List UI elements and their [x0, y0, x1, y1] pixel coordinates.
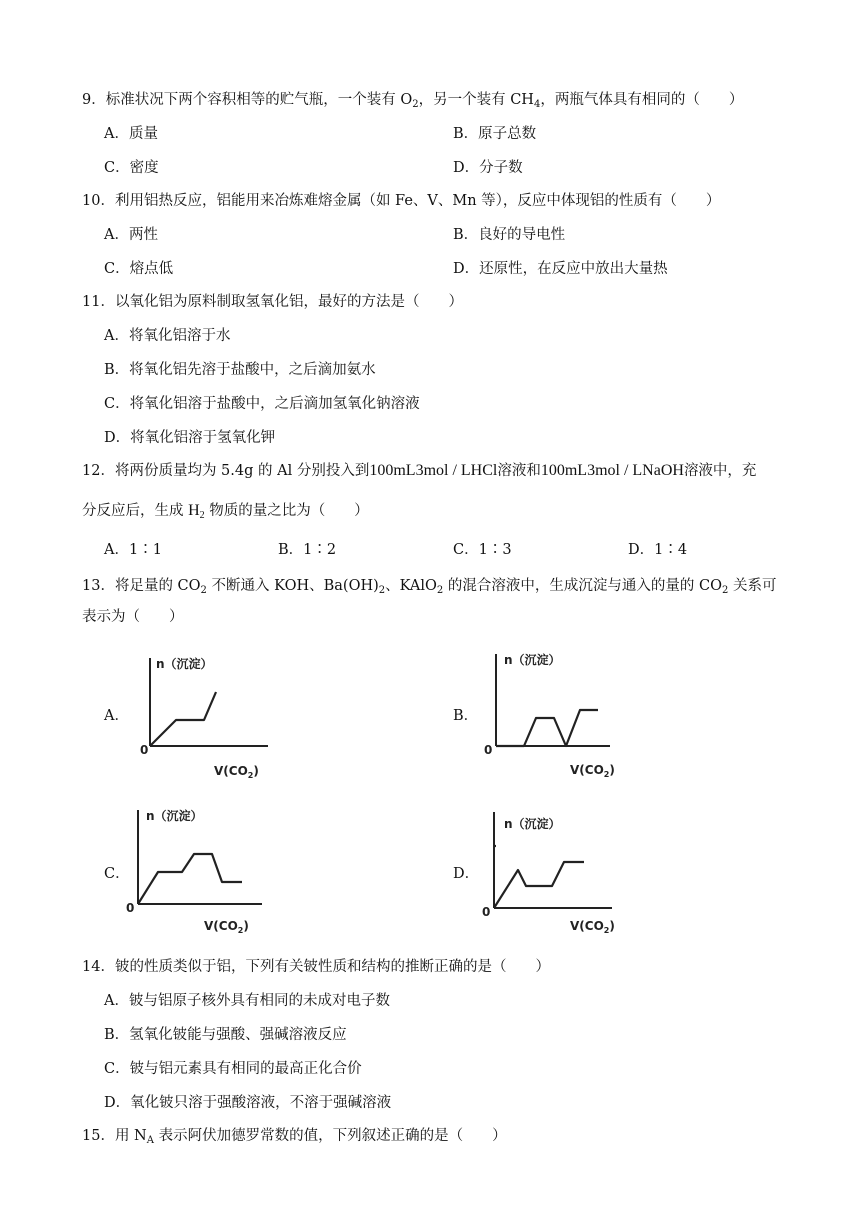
question-15-stem: 15．用 $N_A$ 表示阿伏加德罗常数的值，下列叙述正确的是（ ） [82, 1128, 507, 1146]
graph-d-x-label: $V(CO_2)$ [570, 919, 615, 935]
graph-a-y-label: n（沉淀） [156, 657, 213, 671]
graph-c-curve [138, 854, 242, 904]
graph-a-x-label: $V(CO_2)$ [214, 764, 259, 780]
q10-option-c: C．熔点低 [104, 261, 174, 277]
graph-b-origin: 0 [484, 743, 493, 757]
graph-c-label: C． [104, 866, 130, 882]
graph-a-curve [150, 692, 216, 746]
question-12-stem: 12．将两份质量均为 5.4g 的 Al 分别投入到100mL3mol / LHCl溶液和100mL3mol / LNaOH溶液中，充 [82, 462, 757, 479]
q11-option-d: D．将氧化铝溶于氢氧化钾 [104, 430, 276, 446]
q14-option-a: A．铍与铝原子核外具有相同的未成对电子数 [104, 993, 390, 1009]
graph-c-origin: 0 [126, 901, 135, 915]
q9-option-c: C．密度 [104, 160, 159, 176]
q11-option-c: C．将氧化铝溶于盐酸中，之后滴加氢氧化钠溶液 [104, 396, 420, 412]
graph-c-y-label: n（沉淀） [146, 809, 203, 823]
hcl-formula: 100mL3mol / LHCl [369, 462, 498, 479]
q11-option-a: A．将氧化铝溶于水 [104, 328, 231, 344]
graph-d [478, 808, 628, 938]
graph-b-y-label: n（沉淀） [504, 653, 561, 667]
q12-option-b: B．1∶2 [278, 542, 337, 558]
q9-option-a: A．质量 [104, 126, 158, 142]
q14-option-d: D．氧化铍只溶于强酸溶液，不溶于强碱溶液 [104, 1095, 392, 1111]
graph-c [124, 806, 274, 936]
naoh-formula: 100mL3mol / LNaOH [540, 462, 684, 479]
q10-option-b: B．良好的导电性 [453, 227, 566, 243]
graph-d-origin: 0 [482, 905, 491, 919]
graph-c-x-label: $V(CO_2)$ [204, 919, 249, 935]
question-13-stem-line2: 表示为（ ） [82, 609, 184, 625]
q11-option-b: B．将氧化铝先溶于盐酸中，之后滴加氨水 [104, 362, 376, 378]
question-13-stem: 13．将足量的 $CO_2$ 不断通入 KOH、$Ba(OH)_2$、KAlO$_2$ 的混合溶液中，生成沉淀与通入的量的 $CO_2$ 关系可 [82, 578, 777, 596]
q10-option-a: A．两性 [104, 227, 158, 243]
graph-d-y-label: n（沉淀） [504, 817, 561, 831]
graph-d-label: D． [453, 866, 480, 882]
question-12-stem-line2: 分反应后，生成 $H_2$ 物质的量之比为（ ） [82, 502, 369, 521]
graph-b-x-label: $V(CO_2)$ [570, 763, 615, 779]
q14-option-b: B．氢氧化铍能与强酸、强碱溶液反应 [104, 1027, 347, 1043]
q9-option-b: B．原子总数 [453, 126, 537, 142]
question-11-stem: 11．以氧化铝为原料制取氢氧化铝，最好的方法是（ ） [82, 294, 463, 310]
graph-b [484, 650, 624, 780]
q12-option-a: A．1∶1 [104, 542, 162, 558]
q12-option-d: D．1∶4 [628, 542, 688, 558]
q9-option-d: D．分子数 [453, 160, 523, 176]
q12-option-c: C．1∶3 [453, 542, 512, 558]
graph-d-curve [494, 862, 584, 908]
question-9-stem: 9．标准状况下两个容积相等的贮气瓶，一个装有 $O_2$，另一个装有 $CH_4$，两瓶气体具有相同的（ ） [82, 92, 744, 110]
graph-b-curve [496, 710, 598, 746]
graph-a-origin: 0 [140, 743, 149, 757]
q10-option-d: D．还原性，在反应中放出大量热 [453, 261, 668, 277]
graph-a [140, 650, 280, 780]
question-14-stem: 14．铍的性质类似于铝，下列有关铍性质和结构的推断正确的是（ ） [82, 959, 550, 975]
q14-option-c: C．铍与铝元素具有相同的最高正化合价 [104, 1061, 362, 1077]
h2-formula: $H_2$ [188, 502, 205, 521]
question-10-stem: 10．利用铝热反应，铝能用来冶炼难熔金属（如 Fe、V、Mn 等），反应中体现铝的性质有（ ） [82, 193, 721, 209]
graph-b-label: B． [453, 708, 479, 724]
graph-a-label: A． [104, 708, 129, 724]
